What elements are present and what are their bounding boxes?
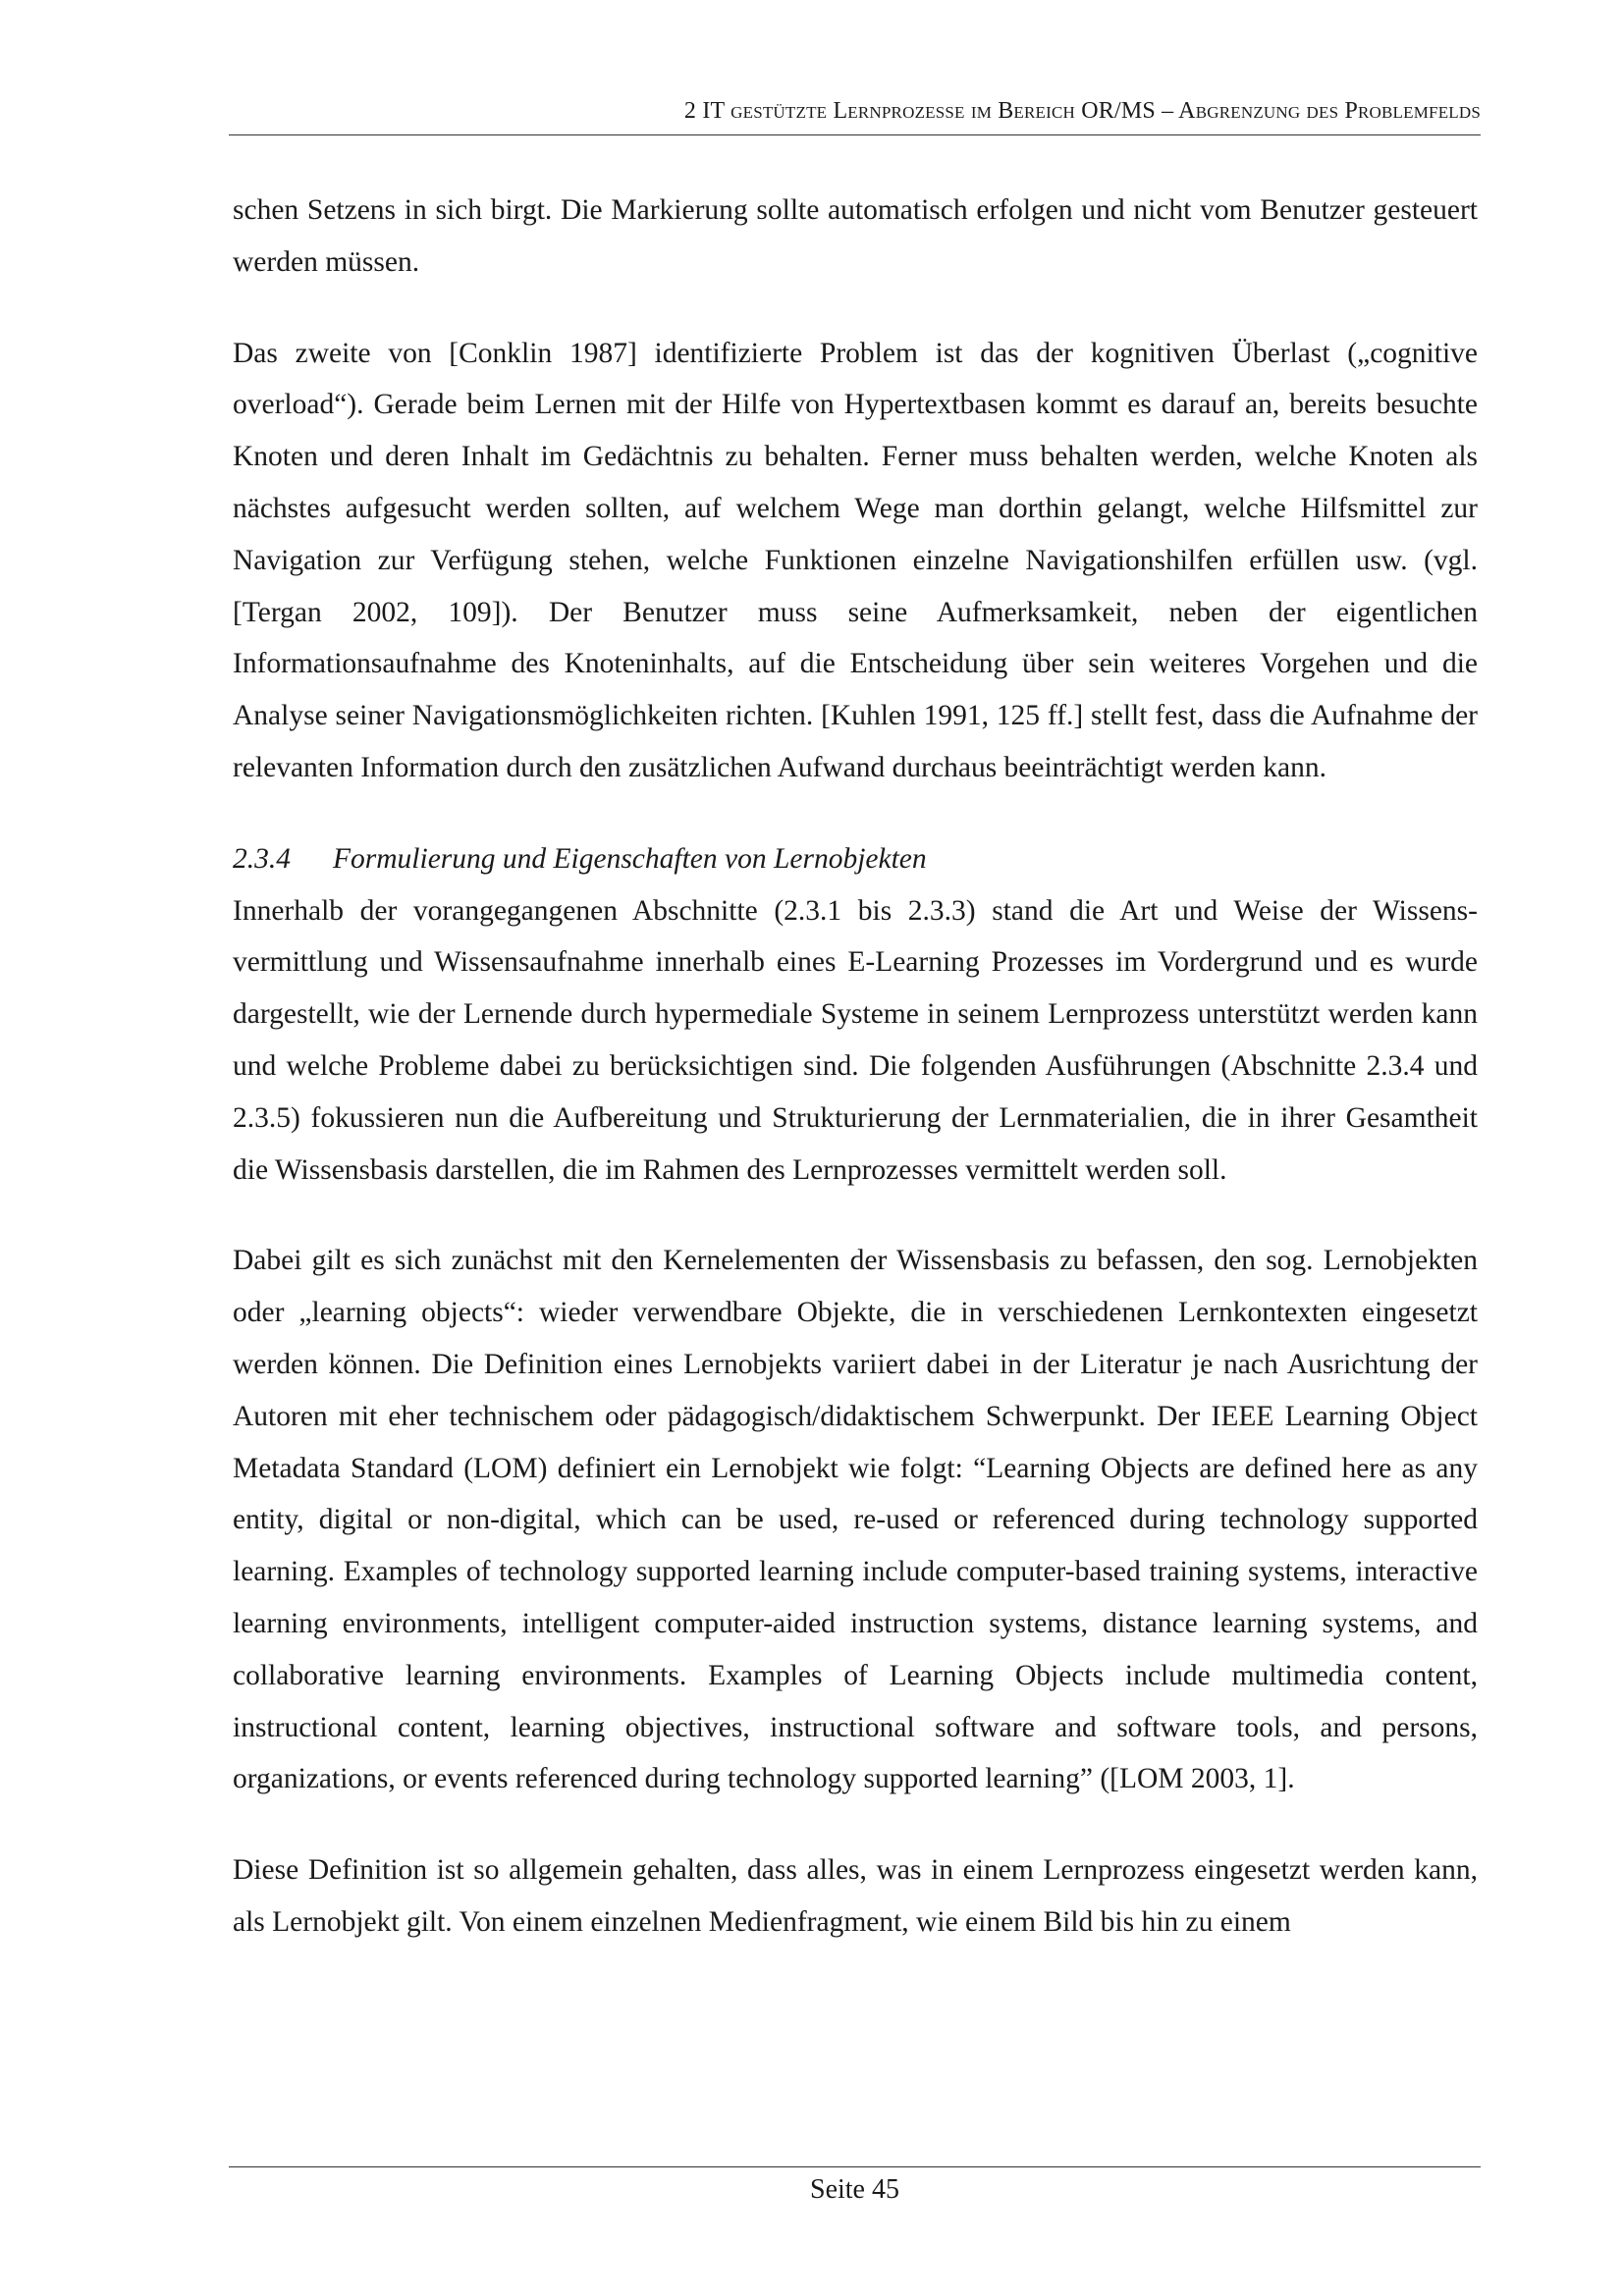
paragraph: Diese Definition ist so allgemein gehalten, dass alles, was in einem Lernprozess eingesetzt werden kann, als Lernobjekt gilt. Von einem einzelnen Medienfragment, wie einem Bild bis hin zu einem [233,1854,1478,1938]
header-rule [229,134,1481,135]
page-number: Seite 45 [810,2174,899,2205]
section-number: 2.3.4 [233,842,291,875]
section-title: Formulierung und Eigenschaften von Lernobjekten [333,842,927,875]
paragraph: Innerhalb der vorangegangenen Abschnitte (2.3.1 bis 2.3.3) stand die Art und Weise der Wissensvermittlung und Wissensaufnahme innerhalb eines E-Learning Prozesses im Vordergrund und es wurde dargestellt, wie der Lernende durch hypermediale Systeme in seinem Lernprozess unterstützt werden kann und welche Probleme dabei zu berücksichtigen sind. Die folgenden Ausführungen (Abschnitte 2.3.4 und 2.3.5) fokussieren nun die Aufbereitung und Strukturierung der Lernmaterialien, die in ihrer Gesamtheit die Wissensbasis darstellen, die im Rahmen des Lernprozesses vermittelt werden soll. [233,894,1478,1186]
header-chapter-title: IT gestützte Lernprozesse im Bereich OR/MS – Abgrenzung des Problemfelds [702,98,1481,124]
paragraph: Das zweite von [Conklin 1987] identifizierte Problem ist das der kognitiven Überlast („cognitive overload“). Gerade beim Lernen mit der Hilfe von Hypertextbasen kommt es darauf an, bereits besuchte Knoten und deren Inhalt im Gedächtnis zu behalten. Ferner muss behalten werden, welche Knoten als nächstes aufgesucht werden sollten, auf welchem Wege man dorthin gelangt, welche Hilfsmittel zur Navigation zur Verfügung stehen, welche Funktionen einzelne Navigationshilfen erfüllen usw. (vgl. [Tergan 2002, 109]). Der Benutzer muss seine Aufmerksamkeit, neben der eigentlichen Informationsaufnahme des Knoteninhalts, auf die Entscheidung über sein weiteres Vorgehen und die Analyse seiner Navigationsmöglichkeiten richten. [Kuhlen 1991, 125 ff.] stellt fest, dass die Aufnahme der relevanten Information durch den zusätzlichen Aufwand durchaus beeinträchtigt werden kann. [233,337,1478,783]
paragraph: schen Setzens in sich birgt. Die Markierung sollte automatisch erfolgen und nicht vom Benutzer gesteuert werden müssen. [233,194,1478,278]
body-text [233,185,1478,1949]
paragraph: Dabei gilt es sich zunächst mit den Kernelementen der Wissensbasis zu befassen, den sog. Lernobjekten oder „learning objects“: wieder verwendbare Objekte, die in verschiedenen Lernkontexten eingesetzt werden können. Die Definition eines Lernobjekts variiert dabei in der Literatur je nach Ausrichtung der Autoren mit eher technischem oder pädagogisch/didaktischem Schwerpunkt. Der IEEE Learning Object Metadata Standard (LOM) definiert ein Lernobjekt wie folgt: “Learning Objects are defined here as any entity, digital or non-digital, which can be used, re-used or referenced during technology supported learning. Examples of technology supported learning include computer-based training systems, interactive learning environments, intelligent computer-aided instruction systems, distance learning systems, and collaborative learning environments. Examples of Learning Objects include multimedia content, instructional content, learning objectives, instructional software and software tools, and persons, organizations, or events referenced during technology supported learning” ([LOM 2003, 1]. [233,1245,1478,1795]
section-heading [233,833,1478,885]
header-chapter-number: 2 [683,98,697,124]
running-header [229,98,1481,125]
footer-rule [229,2166,1481,2167]
